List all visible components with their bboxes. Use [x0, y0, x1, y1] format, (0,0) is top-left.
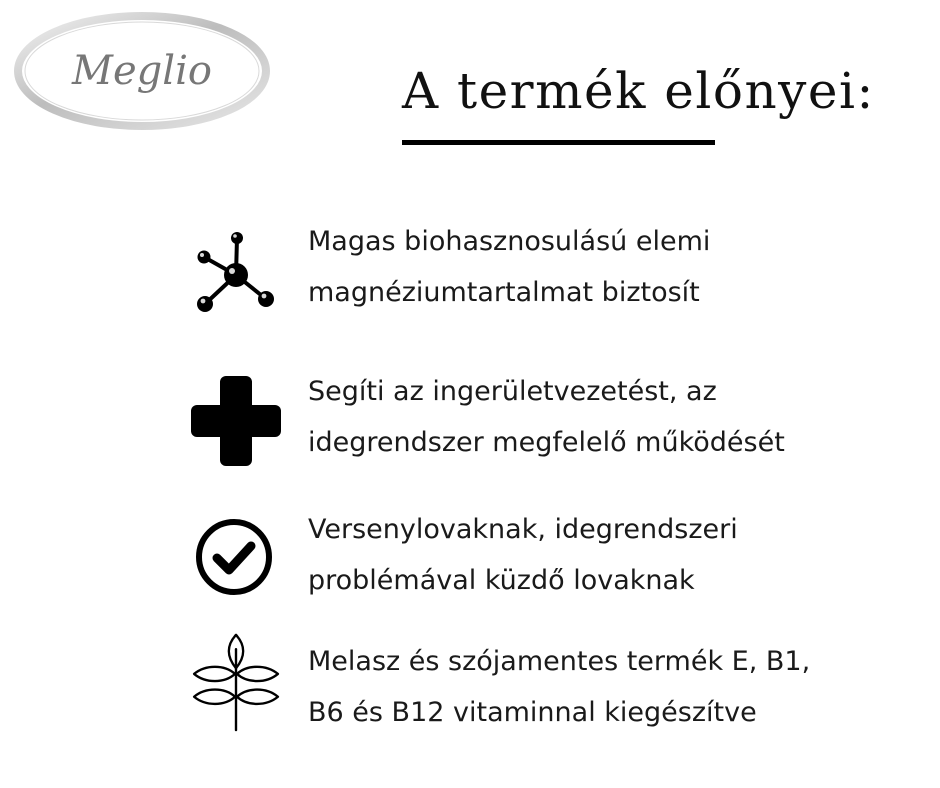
benefit-item [308, 636, 810, 738]
benefit-line: Melasz és szójamentes termék E, B1, [308, 646, 811, 677]
benefit-item [308, 366, 785, 468]
check-circle-icon [186, 508, 286, 608]
logo-text: Meglio [72, 48, 212, 94]
benefit-item [308, 216, 710, 318]
molecule-icon [186, 224, 286, 324]
benefit-line: Segíti az ingerületvezetést, az [308, 376, 717, 407]
medical-cross-icon [186, 372, 286, 472]
benefit-item [308, 504, 738, 606]
title-underline [402, 140, 715, 145]
benefit-line: problémával küzdő lovaknak [308, 565, 695, 596]
benefit-line: idegrendszer megfelelő működését [308, 427, 785, 458]
meglio-logo [14, 12, 270, 130]
page-title: A termék előnyei: [402, 62, 875, 120]
benefit-line: Magas biohasznosulású elemi [308, 226, 711, 257]
benefit-line: Versenylovaknak, idegrendszeri [308, 514, 738, 545]
benefit-line: B6 és B12 vitaminnal kiegészítve [308, 697, 757, 728]
benefit-line: magnéziumtartalmat biztosít [308, 277, 700, 308]
leaf-plant-icon [186, 632, 286, 732]
